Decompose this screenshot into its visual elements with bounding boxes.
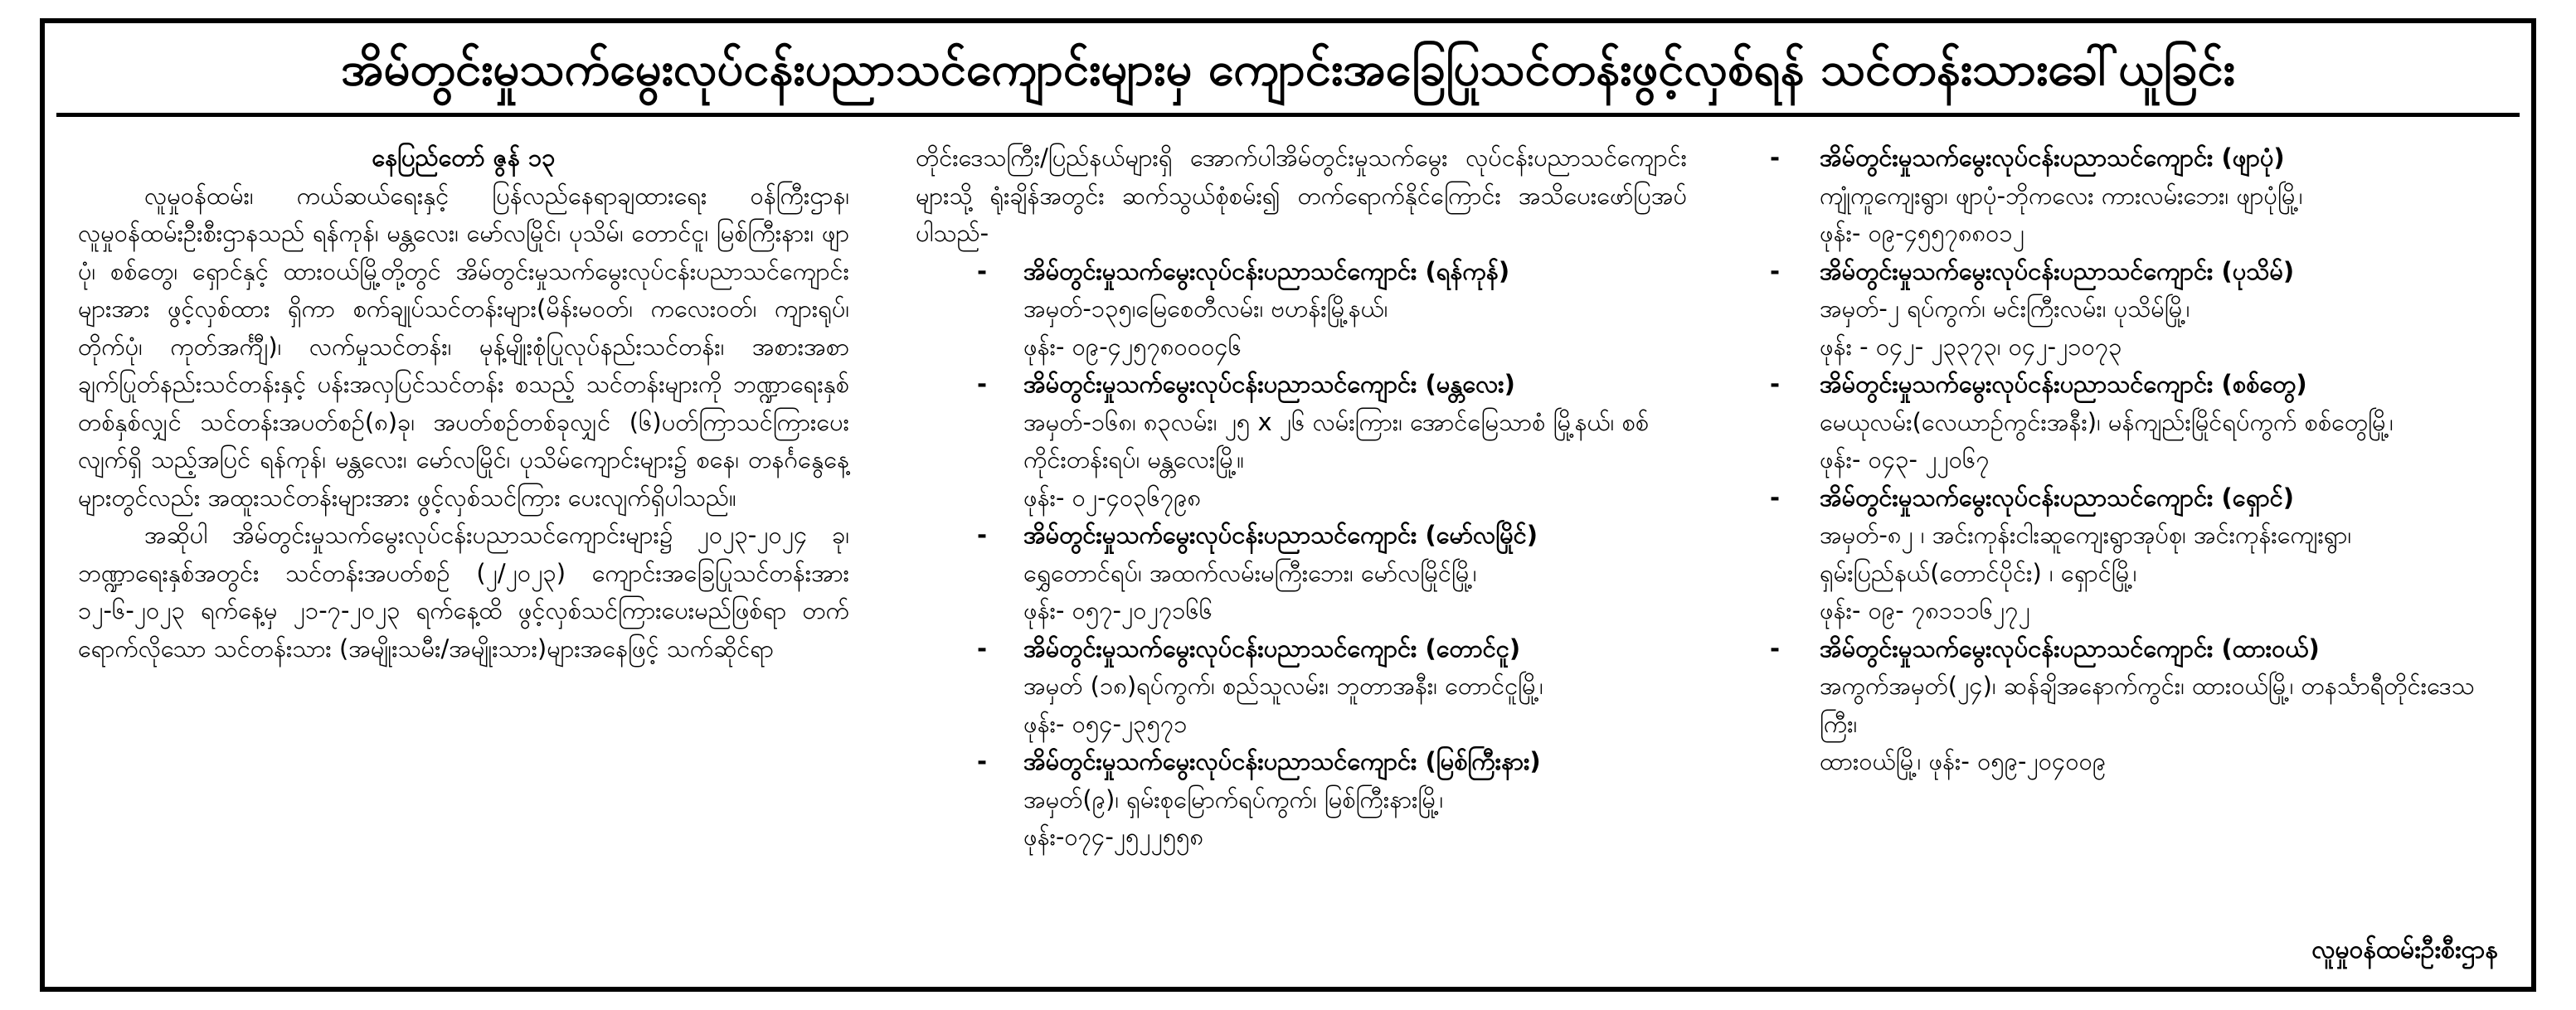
school-entry	[1770, 630, 2508, 781]
notice-title: အိမ်တွင်းမှုသက်မွေးလုပ်ငန်းပညာသင်ကျောင်းများမှ ကျောင်းအခြေပြုသင်တန်းဖွင့်လှစ်ရန် သင်တန်းသားခေါ်ယူခြင်း	[341, 42, 2235, 96]
school-phone: ဖုန်း-၀၇၄-၂၅၂၂၅၅၈	[1023, 823, 1204, 851]
list-dash: -	[977, 521, 988, 549]
school-entry	[916, 517, 1687, 630]
title-rule	[56, 113, 2520, 117]
school-name: အိမ်တွင်းမှုသက်မွေးလုပ်ငန်းပညာသင်ကျောင်း (စစ်တွေ)	[1820, 370, 2307, 398]
school-phone: ဖုန်း- ၀၄၃- ၂၂၀၆၇	[1820, 445, 1990, 473]
list-dash: -	[1770, 256, 1781, 285]
school-name: အိမ်တွင်းမှုသက်မွေးလုပ်ငန်းပညာသင်ကျောင်း (တောင်ငူ)	[1023, 634, 1521, 663]
school-address: အကွက်အမှတ်(၂၄)၊ ဆန်ချိအနောက်ကွင်း၊ ထားဝယ်မြို့၊ တနင်္သာရီတိုင်းဒေသကြီး၊	[1820, 672, 2475, 738]
list-dash: -	[1770, 370, 1781, 398]
list-dash: -	[977, 634, 988, 663]
school-phone: ဖုန်း- ၀၉-၄၅၅၇၈၈၀၁၂	[1820, 219, 2024, 247]
school-entry	[1770, 366, 2508, 479]
school-address: အမှတ်-၈၂ ၊ အင်းကုန်းငါးဆူကျေးရွာအုပ်စု၊ အင်းကုန်းကျေးရွာ၊ ရှမ်းပြည်နယ်(တောင်ပိုင်း) ၊ ရှောင်မြို့၊	[1820, 521, 2352, 587]
school-phone: ဖုန်း- ၀၉-၄၂၅၇၈၀၀၀၄၆	[1023, 332, 1242, 361]
school-phone: ဖုန်း- ၀၅၇-၂၀၂၇၁၆၆	[1023, 596, 1213, 624]
school-name: အိမ်တွင်းမှုသက်မွေးလုပ်ငန်းပညာသင်ကျောင်း (ပုသိမ်)	[1820, 256, 2295, 285]
school-name: အိမ်တွင်းမှုသက်မွေးလုပ်ငန်းပညာသင်ကျောင်း (ဖျာပုံ)	[1820, 143, 2285, 172]
school-phone: ဖုန်း- ၀၂-၄၀၃၆၇၉၈	[1023, 483, 1202, 512]
school-entry	[1770, 253, 2508, 367]
school-address: အမှတ်(၉)၊ ရှမ်းစုမြောက်ရပ်ကွက်၊ မြစ်ကြီးနားမြို့၊	[1023, 784, 1444, 813]
school-phone: ဖုန်း - ၀၄၂- ၂၃၃၇၃၊ ၀၄၂-၂၁၀၇၃	[1820, 332, 2122, 361]
paragraph-announcement: အဆိုပါ အိမ်တွင်းမှုသက်မွေးလုပ်ငန်းပညာသင်ကျောင်းများ၌ ၂၀၂၃-၂၀၂၄ ခု၊ ဘဏ္ဍာရေးနှစ်အတွင်း သင်တန်းအပတ်စဉ် (၂/၂၀၂၃) ကျောင်းအခြေပြုသင်တန်းအား ၁၂-၆-၂၀၂၃ ရက်နေ့မှ ၂၁-၇-၂၀၂၃ ရက်နေ့ထိ ဖွင့်လှစ်သင်ကြားပေးမည်ဖြစ်ရာ တက်ရောက်လိုသော သင်တန်းသား (အမျိုးသမီး/အမျိုးသား)များအနေဖြင့် သက်ဆိုင်ရာ	[78, 521, 849, 663]
school-entry	[1770, 479, 2508, 630]
paragraph-announcement-continued: တိုင်းဒေသကြီး/ပြည်နယ်များရှိ အောက်ပါအိမ်တွင်းမှုသက်မွေး လုပ်ငန်းပညာသင်ကျောင်းများသို့ ရုံးချိန်အတွင်း ဆက်သွယ်စုံစမ်း၍ တက်ရောက်နိုင်ကြောင်း အသိပေးဖော်ပြအပ်ပါသည်-	[916, 143, 1687, 247]
school-name: အိမ်တွင်းမှုသက်မွေးလုပ်ငန်းပညာသင်ကျောင်း (မော်လမြိုင်)	[1023, 521, 1538, 549]
paragraph-intro: လူမှုဝန်ထမ်း၊ ကယ်ဆယ်ရေးနှင့် ပြန်လည်နေရာချထားရေး ဝန်ကြီးဌာန၊ လူမှုဝန်ထမ်းဦးစီးဌာနသည် ရန်ကုန်၊ မန္တလေး၊ မော်လမြိုင်၊ ပုသိမ်၊ တောင်ငူ၊ မြစ်ကြီးနား၊ ဖျာပုံ၊ စစ်တွေ၊ ရှောင်နှင့် ထားဝယ်မြို့တို့တွင် အိမ်တွင်းမှုသက်မွေးလုပ်ငန်းပညာသင်ကျောင်းများအား ဖွင့်လှစ်ထား ရှိကာ စက်ချုပ်သင်တန်းများ(မိန်းမဝတ်၊ ကလေးဝတ်၊ ကျားရုပ်၊ တိုက်ပုံ၊ ကုတ်အင်္ကျီ)၊ လက်မှုသင်တန်း၊ မုန့်မျိုးစုံပြုလုပ်နည်းသင်တန်း၊ အစားအစာချက်ပြုတ်နည်းသင်တန်းနှင့် ပန်းအလှပြင်သင်တန်း စသည့် သင်တန်းများကို ဘဏ္ဍာရေးနှစ်တစ်နှစ်လျှင် သင်တန်းအပတ်စဉ်(၈)ခု၊ အပတ်စဉ်တစ်ခုလျှင် (၆)ပတ်ကြာသင်ကြားပေးလျက်ရှိ သည့်အပြင် ရန်ကုန်၊ မန္တလေး၊ မော်လမြိုင်၊ ပုသိမ်ကျောင်းများ၌ စနေ၊ တနင်္ဂနွေနေ့များတွင်လည်း အထူးသင်တန်းများအား ဖွင့်လှစ်သင်ကြား ပေးလျက်ရှိပါသည်။	[78, 181, 849, 512]
school-name: အိမ်တွင်းမှုသက်မွေးလုပ်ငန်းပညာသင်ကျောင်း (မြစ်ကြီးနား)	[1023, 747, 1541, 775]
school-entry	[916, 366, 1687, 517]
school-phone: ဖုန်း- ၀၉- ၇၈၁၁၁၆၂၇၂	[1820, 596, 2030, 624]
school-name: အိမ်တွင်းမှုသက်မွေးလုပ်ငန်းပညာသင်ကျောင်း (ရန်ကုန်)	[1023, 256, 1510, 285]
school-phone: ထားဝယ်မြို့၊ ဖုန်း- ၀၅၉-၂၀၄၀၀၉	[1820, 747, 2107, 775]
list-dash: -	[977, 747, 988, 775]
school-address: ကျုံကူကျေးရွာ၊ ဖျာပုံ-ဘိုကလေး ကားလမ်းဘေး၊ ဖျာပုံမြို့၊	[1820, 181, 2303, 210]
school-phone: ဖုန်း- ၀၅၄-၂၃၅၇၁	[1023, 709, 1188, 738]
list-dash: -	[977, 370, 988, 398]
school-name: အိမ်တွင်းမှုသက်မွေးလုပ်ငန်းပညာသင်ကျောင်း (ရှောင်)	[1820, 483, 2294, 512]
column-center	[916, 139, 1687, 857]
notice-frame	[40, 18, 2536, 992]
list-dash: -	[1770, 634, 1781, 663]
list-dash: -	[977, 256, 988, 285]
school-entry	[916, 630, 1687, 744]
column-left	[78, 139, 849, 668]
school-address: အမှတ်-၁၃၅၊မြေစေတီလမ်း၊ ဗဟန်းမြို့နယ်၊	[1023, 294, 1388, 323]
school-entry	[916, 743, 1687, 857]
list-dash: -	[1770, 483, 1781, 512]
list-dash: -	[1770, 143, 1781, 172]
issuer-signature: လူမှုဝန်ထမ်းဦးစီးဌာန	[2311, 935, 2498, 964]
dateline: နေပြည်တော် ဇွန် ၁၃	[372, 143, 556, 172]
school-name: အိမ်တွင်းမှုသက်မွေးလုပ်ငန်းပညာသင်ကျောင်း (မန္တလေး)	[1023, 370, 1515, 398]
column-right	[1770, 139, 2508, 781]
school-address: ရွှေတောင်ရပ်၊ အထက်လမ်းမကြီးဘေး၊ မော်လမြိုင်မြို့၊	[1023, 558, 1477, 587]
school-address: အမှတ်-၁၆၈၊ ၈၃လမ်း၊ ၂၅ x ၂၆ လမ်းကြား၊ အောင်မြေသာစံ မြို့နယ်၊ စစ်ကိုင်းတန်းရပ်၊ မန္တလေးမြို့။	[1023, 407, 1650, 473]
school-entry	[916, 253, 1687, 367]
school-entry	[1770, 139, 2508, 253]
school-address: အမှတ်-၂ ရပ်ကွက်၊ မင်းကြီးလမ်း၊ ပုသိမ်မြို့၊	[1820, 294, 2190, 323]
school-address: အမှတ် (၁၈)ရပ်ကွက်၊ စည်သူလမ်း၊ ဘူတာအနီး၊ တောင်ငူမြို့၊	[1023, 672, 1543, 700]
school-address: မေယုလမ်း(လေယာဉ်ကွင်းအနီး)၊ မန်ကျည်းမြိုင်ရပ်ကွက် စစ်တွေမြို့၊	[1820, 407, 2394, 436]
school-name: အိမ်တွင်းမှုသက်မွေးလုပ်ငန်းပညာသင်ကျောင်း (ထားဝယ်)	[1820, 634, 2320, 663]
